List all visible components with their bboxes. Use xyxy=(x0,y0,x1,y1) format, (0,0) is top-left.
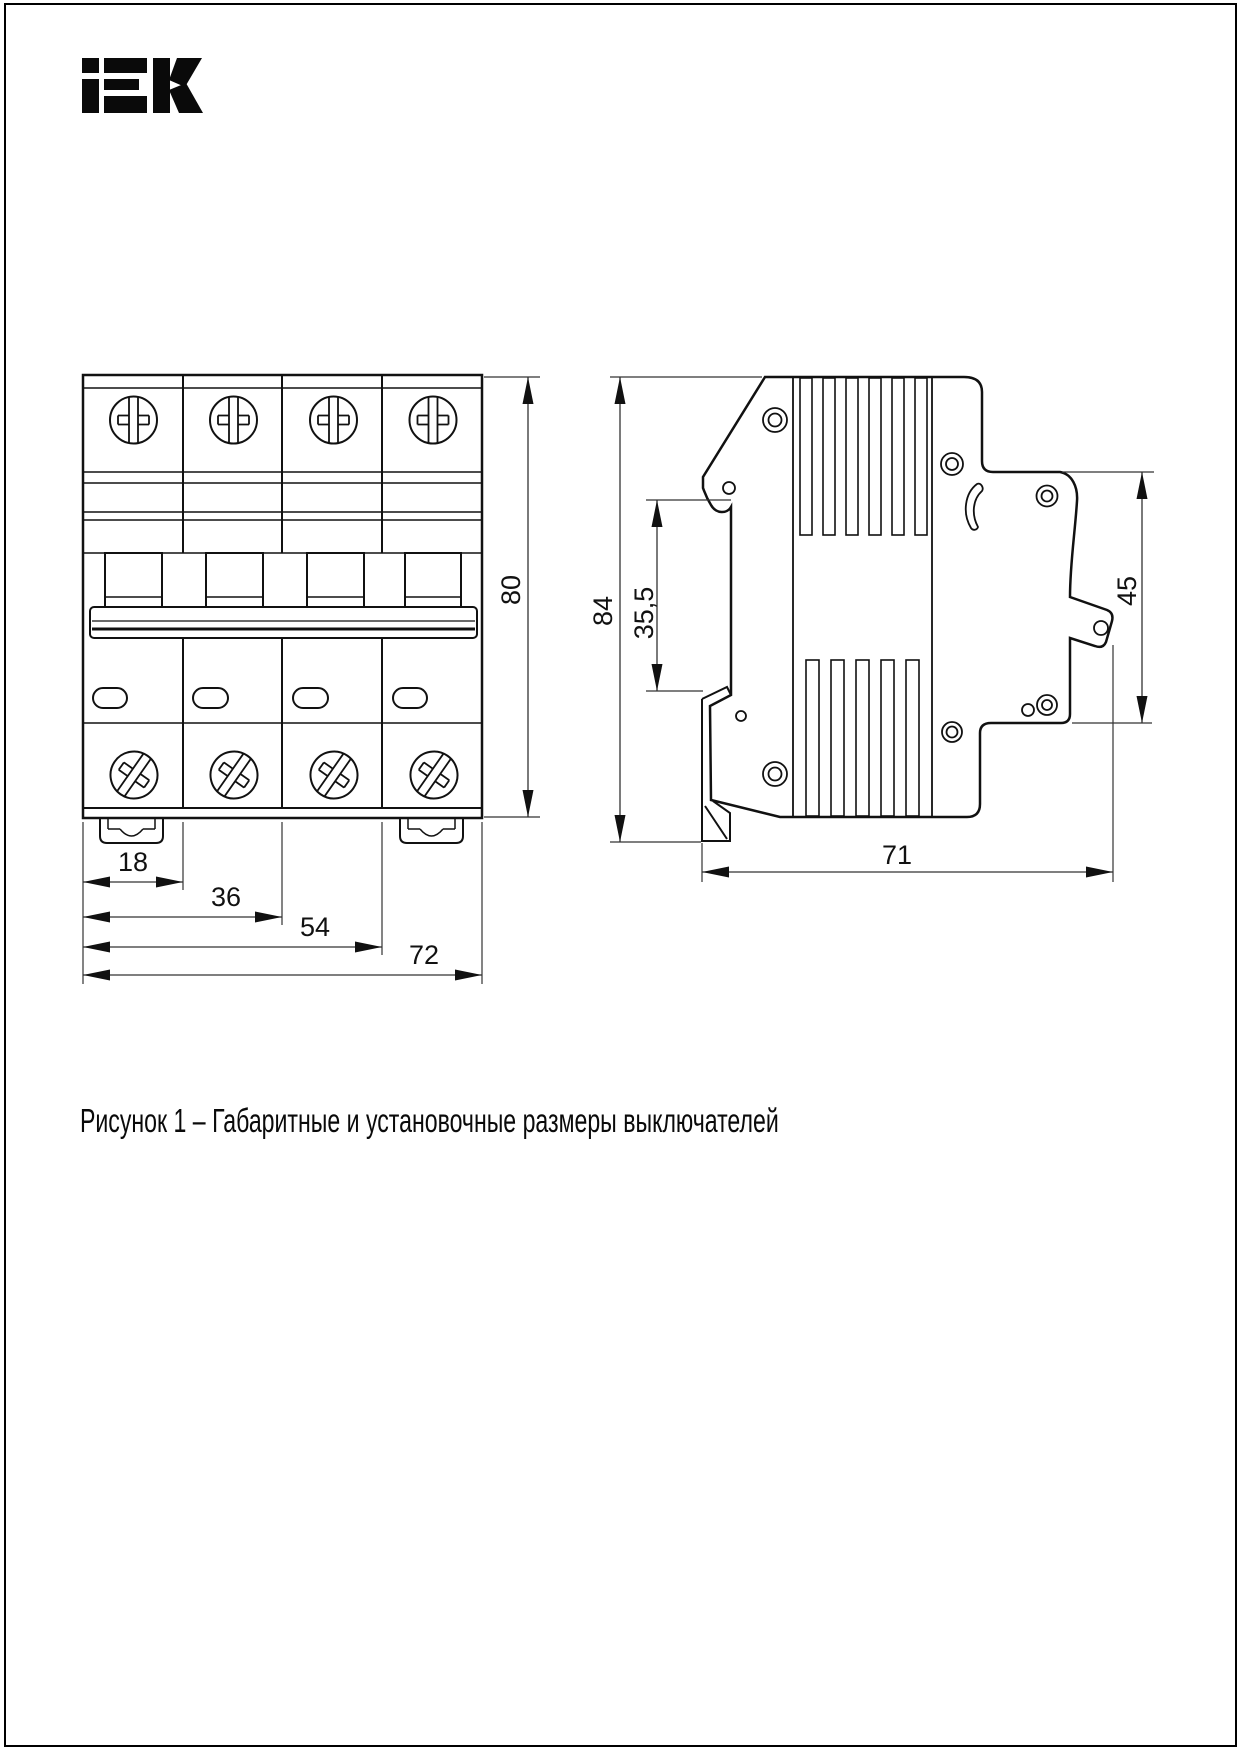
din-clip-side xyxy=(702,687,731,841)
screw-icon xyxy=(310,397,357,444)
dim-label-80: 80 xyxy=(496,574,526,606)
dim-label-45: 45 xyxy=(1112,575,1142,607)
dim-label-84: 84 xyxy=(588,595,618,627)
label-windows xyxy=(93,688,427,708)
din-clip xyxy=(400,818,463,843)
dimension-lines xyxy=(83,377,528,975)
screw-icon xyxy=(110,397,157,444)
screw-icon xyxy=(401,742,466,807)
dim-label-72: 72 xyxy=(408,940,440,970)
din-clip xyxy=(100,818,163,843)
extension-lines xyxy=(610,377,1154,882)
top-terminal-screws xyxy=(110,397,457,444)
toggle-levers xyxy=(105,553,461,607)
dim-label-35-5: 35,5 xyxy=(629,586,659,640)
side-body-outline xyxy=(703,377,1112,817)
dim-label-18: 18 xyxy=(117,847,149,877)
screw-icon xyxy=(301,742,366,807)
front-view-dimensions xyxy=(83,377,540,984)
module-dividers xyxy=(183,375,382,808)
screw-icon xyxy=(101,742,166,807)
iek-logo xyxy=(82,58,203,113)
dim-label-36: 36 xyxy=(210,882,242,912)
rivets xyxy=(763,408,1058,786)
extension-lines xyxy=(83,377,540,984)
vent-slots-bottom xyxy=(806,660,919,816)
front-view-drawing xyxy=(83,375,482,843)
bottom-terminal-screws xyxy=(101,742,466,807)
dim-label-71: 71 xyxy=(881,840,913,870)
vent-slots-top xyxy=(800,378,927,535)
logo-k-lower-arm xyxy=(169,83,203,113)
dim-label-54: 54 xyxy=(299,912,331,942)
side-view-dimensions xyxy=(588,377,1154,882)
logo-i-stem xyxy=(82,79,99,113)
figure-caption xyxy=(80,1103,1078,1139)
screw-icon xyxy=(410,397,457,444)
figure-caption-text: Рисунок 1 – Габаритные и установочные размеры выключателей xyxy=(80,1102,779,1139)
logo-e-bottom xyxy=(104,96,147,113)
dimension-arrows xyxy=(83,377,534,981)
rib-panel-edges xyxy=(793,378,932,816)
logo-e-top xyxy=(104,58,147,73)
screw-icon xyxy=(201,742,266,807)
logo-e-mid xyxy=(104,79,139,90)
side-view-drawing xyxy=(702,377,1112,841)
logo-k-stem xyxy=(153,58,170,113)
crescent-slot xyxy=(966,484,983,530)
logo-i-dot xyxy=(82,58,99,73)
screw-icon xyxy=(210,397,257,444)
logo-k-upper-arm xyxy=(169,58,202,87)
toggle-tie-bar xyxy=(90,607,477,638)
